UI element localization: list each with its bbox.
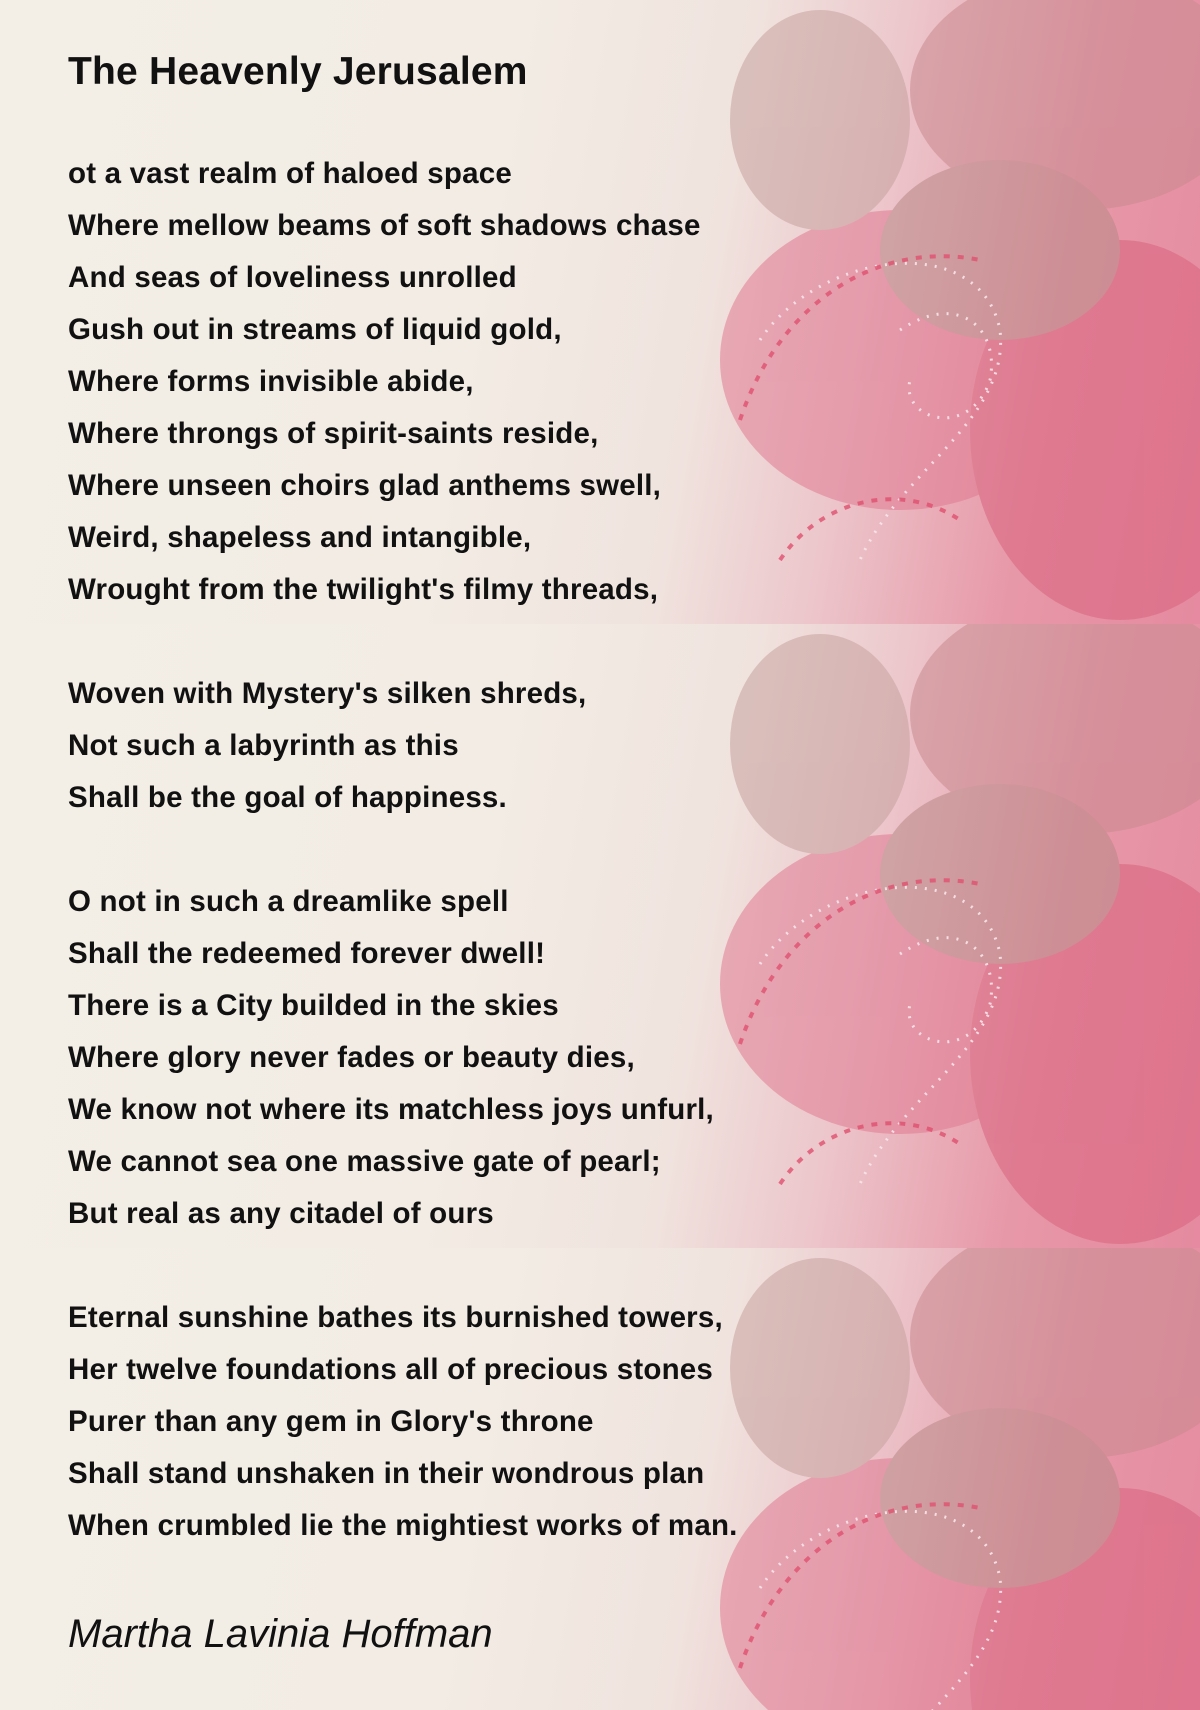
poem-line: Shall be the goal of happiness. [68,781,507,814]
poem-line: Where unseen choirs glad anthems swell, [68,469,662,502]
poem-line: But real as any citadel of ours [68,1197,494,1230]
poem-line: Where throngs of spirit-saints reside, [68,417,599,450]
poem-line: We know not where its matchless joys unfurl, [68,1093,714,1126]
poem-line: And seas of loveliness unrolled [68,261,517,294]
poem-line: We cannot sea one massive gate of pearl; [68,1145,661,1178]
poem-line: Woven with Mystery's silken shreds, [68,677,587,710]
poem-author: Martha Lavinia Hoffman [68,1612,493,1656]
poem-line: Her twelve foundations all of precious stones [68,1353,714,1386]
poem-line: Shall stand unshaken in their wondrous plan [68,1457,705,1490]
poem-line: Weird, shapeless and intangible, [68,521,532,554]
poem-line: Wrought from the twilight's filmy threads, [68,573,659,606]
poem-title: The Heavenly Jerusalem [68,50,528,93]
poem-line: There is a City builded in the skies [68,989,559,1022]
poem-line: When crumbled lie the mightiest works of man. [68,1509,738,1542]
poem-line: O not in such a dreamlike spell [68,885,509,918]
poem-line: Where mellow beams of soft shadows chase [68,209,701,242]
poem-line: Gush out in streams of liquid gold, [68,313,562,346]
poem-line: Where forms invisible abide, [68,365,474,398]
poem-line: ot a vast realm of haloed space [68,157,512,190]
poem-line: Eternal sunshine bathes its burnished towers, [68,1301,723,1334]
poem-line: Shall the redeemed forever dwell! [68,937,546,970]
poem-line: Where glory never fades or beauty dies, [68,1041,635,1074]
poem-line: Not such a labyrinth as this [68,729,459,762]
poem-line: Purer than any gem in Glory's throne [68,1405,594,1438]
